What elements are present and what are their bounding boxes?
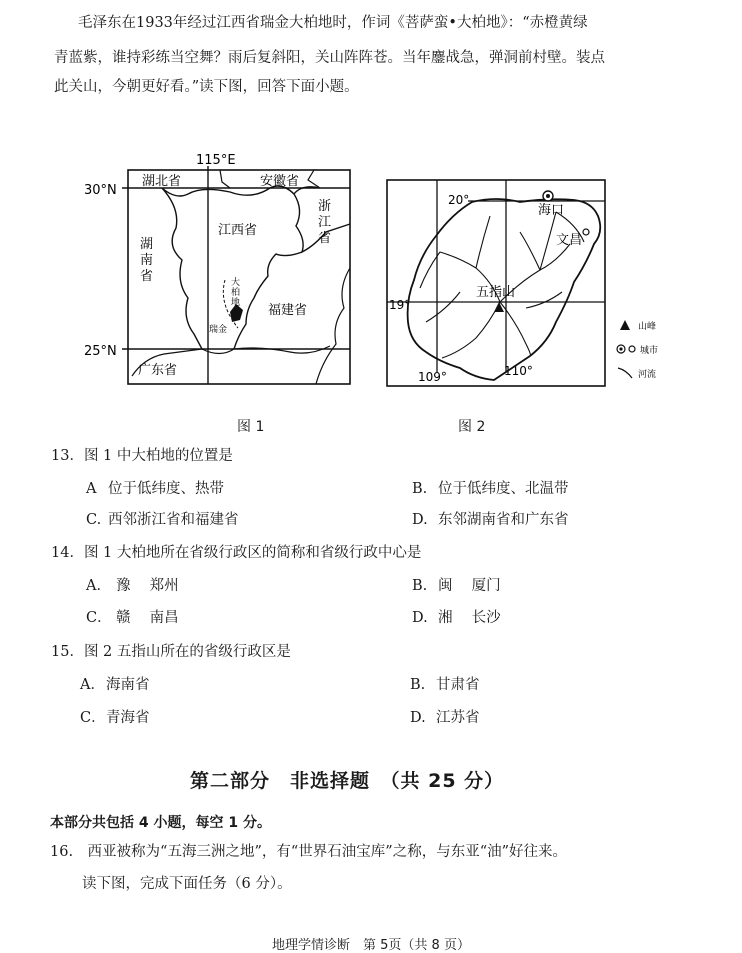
option-text: 西邻浙江省和福建省 [108, 512, 239, 528]
figure-1-map [80, 148, 370, 398]
option-letter: D. [412, 512, 428, 528]
option-text: 豫 郑州 [116, 578, 179, 594]
option-text: 位于低纬度、北温带 [438, 481, 569, 497]
section-title: 第二部分 非选择题 （共 25 分） [190, 770, 505, 792]
fig2-label-wenchang: 文昌 [556, 233, 583, 248]
question-15-option-a[interactable] [80, 673, 150, 694]
fig1-border-fujian-jiangxi [234, 252, 302, 349]
figure-1-caption: 图 1 [237, 419, 265, 435]
fig2-wenchang-city [583, 229, 589, 235]
option-letter: B. [410, 677, 426, 693]
fig2-river-9 [426, 292, 460, 322]
fig2-river-8 [520, 232, 540, 270]
option-letter: A． [80, 677, 105, 693]
fig2-lat-top-label: 20° [448, 193, 470, 207]
fig2-lon-right-label: 110° [504, 364, 533, 378]
fig2-river-4 [476, 216, 490, 268]
option-text: 甘肃省 [436, 677, 480, 693]
fig2-legend-city-icon-2 [629, 346, 635, 352]
fig1-label-hunan-3: 省 [140, 269, 154, 284]
fig1-border-anhui-zhejiang [308, 170, 320, 188]
figure-2-map [380, 172, 670, 402]
fig2-river-5 [442, 302, 500, 358]
fig1-border-hubei-anhui [220, 170, 230, 188]
fig1-label-anhui: 安徽省 [260, 174, 300, 189]
fig1-label-hunan-1: 湖 [140, 237, 154, 252]
fig1-label-fujian: 福建省 [268, 303, 308, 318]
fig1-label-hunan-2: 南 [140, 253, 154, 268]
fig2-label-wuzhishan: 五指山 [476, 285, 516, 300]
fig2-frame [387, 180, 605, 386]
fig2-legend-river-icon [618, 368, 632, 378]
fig1-label-jiangxi: 江西省 [218, 223, 258, 238]
question-13-option-d[interactable] [412, 508, 569, 529]
fig2-label-haikou: 海口 [538, 203, 565, 218]
question-15-option-d[interactable] [410, 706, 480, 727]
fig1-label-dabaidi-1: 大 [231, 278, 241, 288]
fig2-legend-city-icon-1-dot [619, 347, 622, 350]
fig1-frame [128, 170, 350, 384]
option-text: 湘 长沙 [438, 610, 501, 626]
fig1-label-zhejiang [318, 198, 335, 246]
fig2-legend-mountain-label: 山峰 [638, 322, 657, 332]
option-text: 东邻湖南省和广东省 [438, 512, 569, 528]
figure-2-caption: 图 2 [458, 419, 486, 435]
option-text: 位于低纬度、热带 [108, 481, 224, 497]
option-letter: B. [412, 578, 428, 594]
fig2-legend-mountain-icon [620, 320, 630, 330]
intro-line-2: 青蓝紫，谁持彩练当空舞？雨后复斜阳，关山阵阵苍。当年鏖战急，弹洞前村壁。装点 [54, 50, 605, 66]
question-14-stem: 14．图 1 大柏地所在省级行政区的简称和省级行政中心是 [51, 545, 422, 561]
fig2-river-6 [500, 302, 531, 356]
question-14-option-a[interactable] [86, 574, 179, 595]
option-letter: D. [412, 610, 428, 626]
option-letter: C． [80, 710, 106, 726]
fig1-lat-top-label: 30°N [84, 183, 117, 198]
fig1-lon-label: 115°E [196, 153, 236, 168]
fig1-border-coast [316, 268, 350, 384]
fig1-label-guangdong: 广东省 [138, 363, 178, 378]
section-note: 本部分共包括 4 小题，每空 1 分。 [50, 815, 271, 831]
fig2-wuzhishan-peak-icon [494, 302, 504, 312]
fig1-lat-bottom-label: 25°N [84, 344, 117, 359]
fig2-lon-left-label: 109° [418, 370, 447, 384]
fig1-label-hunan [140, 236, 157, 284]
question-14-option-b[interactable] [412, 574, 501, 595]
option-text: 赣 南昌 [116, 610, 179, 626]
option-letter: A [86, 481, 97, 497]
fig2-legend-river-label: 河流 [638, 370, 657, 380]
question-15-option-c[interactable] [80, 706, 150, 727]
fig1-label-zhejiang-2: 江 [318, 215, 332, 230]
question-16-line-1: 16. 西亚被称为“五海三洲之地”，有“世界石油宝库”之称，与东亚“油”好往来。 [50, 844, 568, 860]
fig2-river-11 [526, 292, 562, 308]
option-text: 江苏省 [436, 710, 480, 726]
option-letter: C. [86, 512, 102, 528]
option-text: 青海省 [106, 710, 150, 726]
question-14-option-c[interactable] [86, 606, 179, 627]
question-13-option-c[interactable] [86, 508, 239, 529]
fig2-legend-city-label: 城市 [640, 346, 659, 356]
fig1-border-hunan-jiangxi [162, 188, 202, 349]
fig1-label-dabaidi-3: 地 [231, 298, 241, 308]
question-15-option-b[interactable] [410, 673, 480, 694]
fig1-label-zhejiang-3: 省 [318, 231, 332, 246]
option-text: 闽 厦门 [438, 578, 501, 594]
question-16-line-2: 读下图，完成下面任务（6 分）。 [82, 876, 292, 892]
fig1-label-zhejiang-1: 浙 [318, 199, 332, 214]
fig2-haikou-city-inner [546, 194, 550, 198]
option-letter: B. [412, 481, 428, 497]
intro-line-1: 毛泽东在1933年经过江西省瑞金大柏地时，作词《菩萨蛮•大柏地》：“赤橙黄绿 [78, 15, 588, 31]
fig1-border-guangdong [202, 346, 330, 354]
fig2-lat-mid-label: 19° [389, 298, 411, 312]
option-text: 海南省 [106, 677, 150, 693]
fig1-label-hubei: 湖北省 [142, 174, 182, 189]
option-letter: C． [86, 610, 112, 626]
option-letter: A． [86, 578, 111, 594]
fig1-label-dabaidi-2: 柏 [231, 288, 241, 298]
fig1-label-ruijin: 瑞金 [209, 325, 228, 335]
question-13-stem: 13．图 1 中大柏地的位置是 [51, 448, 233, 464]
intro-line-3: 此关山，今朝更好看。”读下图，回答下面小题。 [54, 79, 359, 95]
fig1-label-dabaidi [231, 276, 243, 308]
question-13-option-b[interactable] [412, 477, 569, 498]
question-14-option-d[interactable] [412, 606, 501, 627]
option-letter: D. [410, 710, 426, 726]
question-13-option-a[interactable] [86, 477, 224, 498]
question-15-stem: 15．图 2 五指山所在的省级行政区是 [51, 644, 291, 660]
page-footer: 地理学情诊断 第 5页（共 8 页） [272, 938, 470, 953]
